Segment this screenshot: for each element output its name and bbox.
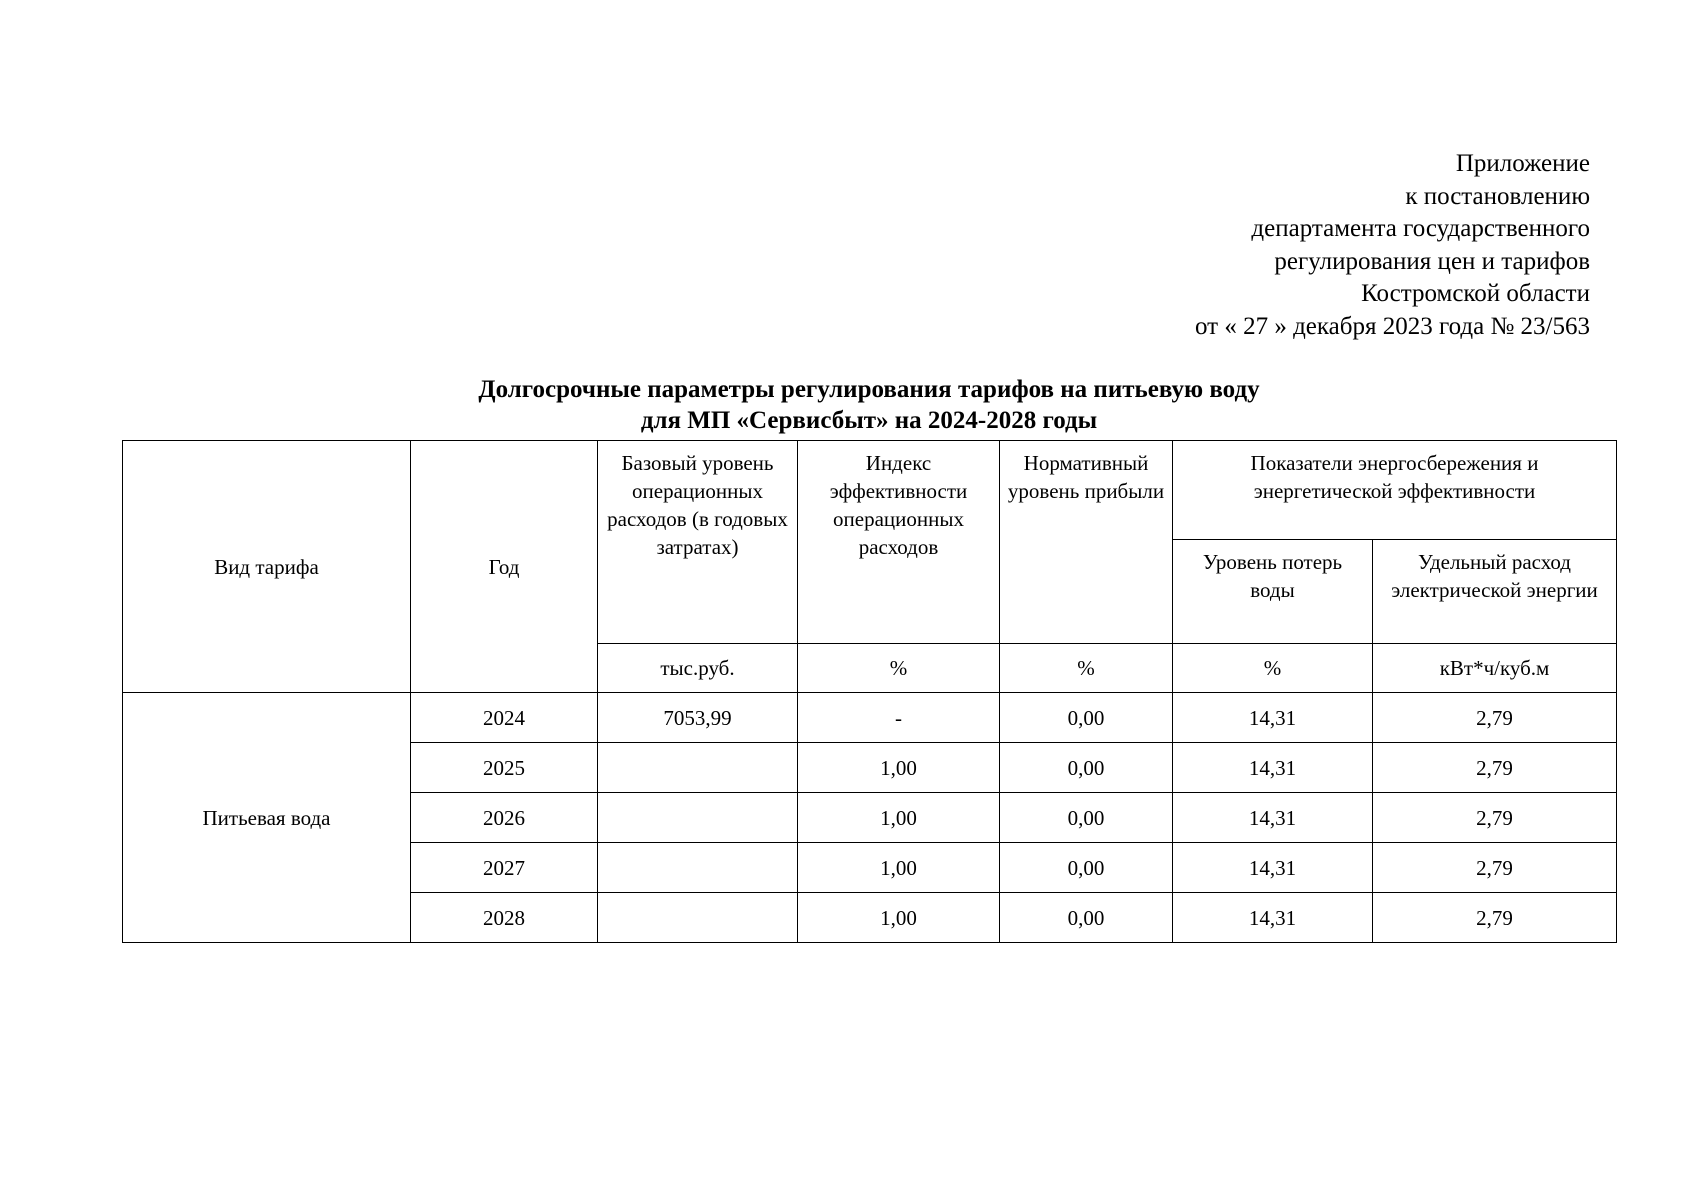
unit-water-loss: %: [1173, 644, 1373, 693]
electricity-cell: 2,79: [1373, 793, 1617, 843]
appendix-line: регулирования цен и тарифов: [1274, 247, 1590, 275]
base-level-cell: [598, 793, 798, 843]
efficiency-index-cell: -: [798, 693, 1000, 743]
header-row-1: [123, 441, 1617, 540]
year-cell: 2026: [411, 793, 598, 843]
header-base-level: Базовый уровень операционных расходов (в годовых затратах): [598, 441, 798, 644]
header-electricity: Удельный расход электрической энергии: [1373, 540, 1617, 644]
base-level-cell: [598, 843, 798, 893]
base-level-cell: [598, 893, 798, 943]
appendix-line: к постановлению: [1405, 182, 1590, 210]
efficiency-index-cell: 1,00: [798, 793, 1000, 843]
year-cell: 2027: [411, 843, 598, 893]
normative-profit-cell: 0,00: [1000, 693, 1173, 743]
normative-profit-cell: 0,00: [1000, 743, 1173, 793]
electricity-cell: 2,79: [1373, 743, 1617, 793]
table-row: [123, 693, 1617, 743]
base-level-cell: 7053,99: [598, 693, 798, 743]
header-normative-profit: Нормативный уровень прибыли: [1000, 441, 1173, 644]
tariff-name-cell: Питьевая вода: [123, 693, 411, 943]
appendix-line: Костромской области: [1361, 280, 1590, 307]
unit-efficiency-index: %: [798, 644, 1000, 693]
base-level-cell: [598, 743, 798, 793]
electricity-cell: 2,79: [1373, 843, 1617, 893]
header-efficiency-index: Индекс эффективности операционных расходов: [798, 441, 1000, 644]
header-tariff-type: Вид тарифа: [123, 441, 411, 693]
appendix-line: Приложение: [1455, 150, 1590, 177]
water-loss-cell: 14,31: [1173, 893, 1373, 943]
title-line-2: для МП «Сервисбыт» на 2024-2028 годы: [640, 407, 1098, 434]
tariff-parameters-table: [122, 440, 1617, 943]
water-loss-cell: 14,31: [1173, 743, 1373, 793]
header-water-loss: Уровень потерь воды: [1173, 540, 1373, 644]
document-title: [122, 374, 1616, 436]
year-cell: 2028: [411, 893, 598, 943]
normative-profit-cell: 0,00: [1000, 793, 1173, 843]
electricity-cell: 2,79: [1373, 893, 1617, 943]
water-loss-cell: 14,31: [1173, 693, 1373, 743]
efficiency-index-cell: 1,00: [798, 893, 1000, 943]
water-loss-cell: 14,31: [1173, 793, 1373, 843]
header-energy-group: Показатели энергосбережения и энергетической эффективности: [1173, 441, 1617, 540]
normative-profit-cell: 0,00: [1000, 843, 1173, 893]
water-loss-cell: 14,31: [1173, 843, 1373, 893]
appendix-line: от « 27 » декабря 2023 года № 23/563: [1194, 312, 1590, 340]
unit-base-level: тыс.руб.: [598, 644, 798, 693]
normative-profit-cell: 0,00: [1000, 893, 1173, 943]
appendix-block: [1195, 148, 1590, 343]
efficiency-index-cell: 1,00: [798, 843, 1000, 893]
unit-normative-profit: %: [1000, 644, 1173, 693]
title-line-1: Долгосрочные параметры регулирования тарифов на питьевую воду: [478, 376, 1260, 403]
header-year: Год: [411, 441, 598, 693]
year-cell: 2025: [411, 743, 598, 793]
electricity-cell: 2,79: [1373, 693, 1617, 743]
efficiency-index-cell: 1,00: [798, 743, 1000, 793]
year-cell: 2024: [411, 693, 598, 743]
appendix-line: департамента государственного: [1251, 215, 1590, 242]
unit-electricity: кВт*ч/куб.м: [1373, 644, 1617, 693]
